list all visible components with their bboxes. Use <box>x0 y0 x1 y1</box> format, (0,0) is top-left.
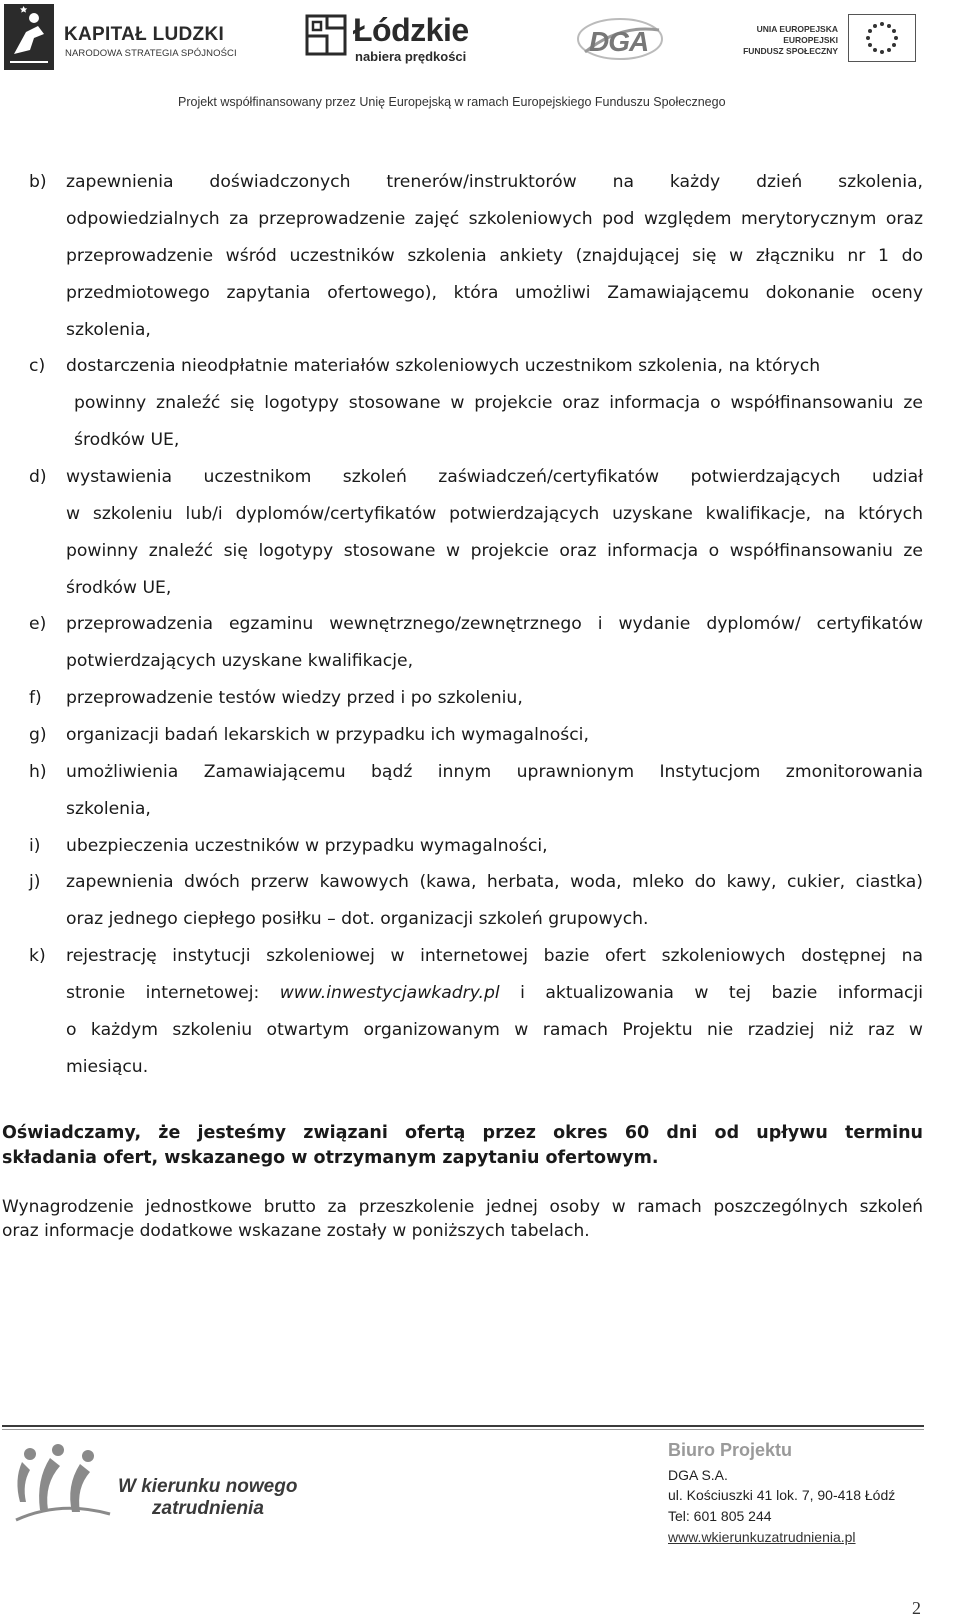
eu-line-2: EUROPEJSKI <box>783 35 838 45</box>
kapital-ludzki-subtitle: NARODOWA STRATEGIA SPÓJNOŚCI <box>65 48 237 59</box>
list-line: powinny znaleźć się logotypy stosowane w projekcie oraz informacja o współfinansowaniu ze <box>66 541 923 561</box>
list-line: organizacji badań lekarskich w przypadku ich wymagalności, <box>66 725 589 745</box>
list-label: j) <box>29 872 41 892</box>
office-phone: Tel: 601 805 244 <box>668 1508 772 1524</box>
lodzkie-logo <box>305 6 505 74</box>
list-line: środków UE, <box>74 430 180 450</box>
list-line: umożliwienia Zamawiającemu bądź innym uprawnionym Instytucjom zmonitorowania <box>66 762 923 782</box>
list-line: przeprowadzenie wśród uczestników szkolenia ankiety (znajdującej się w złączniku nr 1 do <box>66 246 923 266</box>
kapital-ludzki-logo <box>4 4 294 74</box>
declaration-line-1: Oświadczamy, że jesteśmy związani ofertą przez okres 60 dni od upływu terminu <box>2 1123 923 1143</box>
dga-logo-text: DGA <box>589 26 649 57</box>
remuneration-line-2: oraz informacje dodatkowe wskazane zostały w poniższych tabelach. <box>2 1221 590 1241</box>
list-label: d) <box>29 467 47 487</box>
project-cofinancing-line: Projekt współfinansowany przez Unię Europejską w ramach Europejskiego Funduszu Społecznego <box>178 95 726 109</box>
list-label: e) <box>29 614 47 634</box>
remuneration-line-1: Wynagrodzenie jednostkowe brutto za przeszkolenie jednej osoby w ramach poszczególnych szkoleń <box>2 1197 923 1217</box>
list-line: przeprowadzenia egzaminu wewnętrznego/zewnętrznego i wydanie dyplomów/ certyfikatów <box>66 614 923 634</box>
list-line: szkolenia, <box>66 320 151 340</box>
list-line: zapewnienia doświadczonych trenerów/instruktorów na każdy dzień szkolenia, <box>66 172 923 192</box>
list-line: dostarczenia nieodpłatnie materiałów szkoleniowych uczestnikom szkolenia, na których <box>66 356 821 376</box>
list-label: i) <box>29 836 41 856</box>
list-label: k) <box>29 946 46 966</box>
page-header <box>0 0 960 118</box>
kapital-ludzki-emblem-icon <box>4 4 54 70</box>
footer-slogan-line-1: W kierunku nowego <box>118 1476 298 1497</box>
list-line: rejestrację instytucji szkoleniowej w internetowej bazie ofert szkoleniowych dostępnej na <box>66 946 923 966</box>
list-label: f) <box>29 688 42 708</box>
list-label: g) <box>29 725 47 745</box>
footer-divider-thin <box>2 1429 924 1430</box>
list-line: odpowiedzialnych za przeprowadzenie zajęć szkoleniowych pod względem merytorycznym oraz <box>66 209 923 229</box>
project-website-link[interactable]: www.wkierunkuzatrudnienia.pl <box>668 1529 856 1545</box>
dga-logo <box>575 14 665 64</box>
list-label: c) <box>29 356 46 376</box>
eu-line-3: FUNDUSZ SPOŁECZNY <box>743 46 838 56</box>
list-line: o każdym szkoleniu otwartym organizowanym w ramach Projektu nie rzadziej niż raz w <box>66 1020 923 1040</box>
lodzkie-emblem-icon <box>305 14 347 56</box>
list-line: przeprowadzenie testów wiedzy przed i po szkoleniu, <box>66 688 523 708</box>
eu-logo <box>743 14 922 64</box>
office-address: ul. Kościuszki 41 lok. 7, 90-418 Łódź <box>668 1487 896 1503</box>
project-office-heading: Biuro Projektu <box>668 1440 793 1460</box>
list-line: wystawienia uczestnikom szkoleń zaświadczeń/certyfikatów potwierdzających udział <box>66 467 923 487</box>
list-line: przedmiotowego zapytania ofertowego), która umożliwi Zamawiającemu dokonanie oceny <box>66 283 923 303</box>
list-line-text: i aktualizowania w tej bazie informacji <box>520 983 923 1003</box>
list-line: szkolenia, <box>66 799 151 819</box>
page-number: 2 <box>912 1598 921 1618</box>
list-line: potwierdzających uzyskane kwalifikacje, <box>66 651 414 671</box>
footer-slogan-line-2: zatrudnienia <box>152 1498 264 1519</box>
list-line: w szkoleniu lub/i dyplomów/certyfikatów potwierdzających uzyskane kwalifikacje, na których <box>66 504 923 524</box>
list-line: powinny znaleźć się logotypy stosowane w projekcie oraz informacja o współfinansowaniu ze <box>74 393 923 413</box>
eu-flag-icon <box>848 14 916 62</box>
declaration-line-2: składania ofert, wskazanego w otrzymanym zapytaniu ofertowym. <box>2 1148 659 1168</box>
inwestycjawkadry-link[interactable]: www.inwestycjawkadry.pl <box>279 983 500 1003</box>
list-line <box>66 983 923 1003</box>
footer-divider <box>2 1425 924 1427</box>
eu-line-1: UNIA EUROPEJSKA <box>756 24 838 34</box>
list-label: b) <box>29 172 47 192</box>
list-line: miesiącu. <box>66 1057 149 1077</box>
list-line: środków UE, <box>66 578 172 598</box>
company-name: DGA S.A. <box>668 1467 728 1483</box>
list-line: zapewnienia dwóch przerw kawowych (kawa, herbata, woda, mleko do kawy, cukier, ciastka) <box>66 872 923 892</box>
list-line: oraz jednego ciepłego posiłku – dot. organizacji szkoleń grupowych. <box>66 909 649 929</box>
lodzkie-title: Łódzkie <box>353 12 469 48</box>
list-line-text: stronie internetowej: <box>66 983 260 1003</box>
list-label: h) <box>29 762 47 782</box>
kapital-ludzki-title: KAPITAŁ LUDZKI <box>64 24 225 45</box>
lodzkie-subtitle: nabiera prędkości <box>355 49 467 64</box>
list-line: ubezpieczenia uczestników w przypadku wymagalności, <box>66 836 548 856</box>
